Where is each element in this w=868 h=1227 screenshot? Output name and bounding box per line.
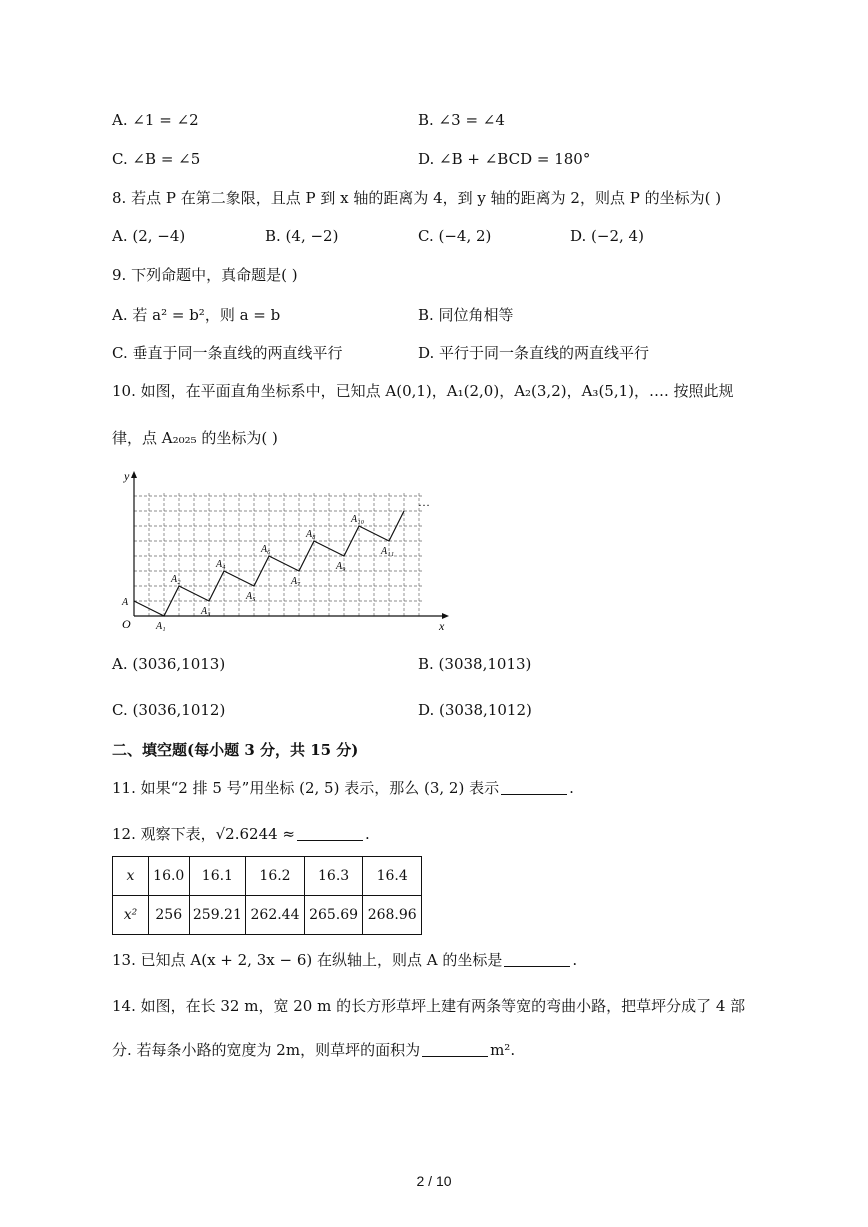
q12-period: . xyxy=(365,825,370,843)
q14-line1: 14. 如图，在长 32 m，宽 20 m 的长方形草坪上建有两条等宽的弯曲小路，把草坪分成了 4 部 xyxy=(112,997,746,1015)
q14-prompt: 分. 若每条小路的宽度为 2m，则草坪的面积为 xyxy=(112,1041,421,1059)
q9-stem: 9. 下列命题中，真命题是( ) xyxy=(112,266,298,284)
q10-option-c: C. (3036,1012) xyxy=(112,701,226,719)
point-labels xyxy=(121,514,394,632)
q12-text xyxy=(112,824,370,844)
q7-option-a: A. ∠1 = ∠2 xyxy=(112,111,199,129)
table-cell: 268.96 xyxy=(363,896,422,935)
q10-option-b: B. (3038,1013) xyxy=(418,655,532,673)
q11-period: . xyxy=(569,779,574,797)
table-row xyxy=(113,896,422,935)
q13-answer-blank[interactable] xyxy=(504,952,570,967)
q11-text xyxy=(112,778,574,798)
q8-option-a: A. (2, −4) xyxy=(112,227,186,245)
q8-option-c: C. (−4, 2) xyxy=(418,227,492,245)
table-cell: 16.4 xyxy=(363,857,422,896)
point-label: A₆ xyxy=(261,544,271,555)
y-axis-arrow xyxy=(131,471,137,478)
continuation-ellipsis: … xyxy=(418,495,430,509)
table-cell: 262.44 xyxy=(246,896,305,935)
q10-stem-line2: 律，点 A₂₀₂₅ 的坐标为( ) xyxy=(112,429,278,447)
q7-option-b: B. ∠3 = ∠4 xyxy=(418,111,505,129)
q9-option-b: B. 同位角相等 xyxy=(418,306,514,324)
table-cell: x xyxy=(113,857,149,896)
table-cell: 16.2 xyxy=(246,857,305,896)
point-label: A₁₁ xyxy=(381,546,395,557)
point-label: A₁ xyxy=(156,621,166,632)
origin-label: O xyxy=(122,617,131,631)
q9-option-c: C. 垂直于同一条直线的两直线平行 xyxy=(112,344,343,362)
squares-table xyxy=(112,856,422,935)
q8-option-b: B. (4, −2) xyxy=(265,227,339,245)
q8-stem: 8. 若点 P 在第二象限，且点 P 到 x 轴的距离为 4，到 y 轴的距离为 2，则点 P 的坐标为( ) xyxy=(112,189,722,207)
q13-text xyxy=(112,950,577,970)
point-label: A₉ xyxy=(336,561,346,572)
page-number: 2 / 10 xyxy=(416,1173,452,1189)
table-row xyxy=(113,857,422,896)
q12-prompt: 12. 观察下表，√2.6244 ≈ xyxy=(112,825,296,843)
point-label: A₄ xyxy=(216,559,226,570)
point-label: A₈ xyxy=(306,529,316,540)
q11-prompt: 11. 如果“2 排 5 号”用坐标 (2, 5) 表示，那么 (3, 2) 表示 xyxy=(112,779,500,797)
q11-answer-blank[interactable] xyxy=(501,780,567,795)
point-label: A xyxy=(122,597,129,608)
point-label: A₃ xyxy=(201,606,211,617)
q10-option-a: A. (3036,1013) xyxy=(112,655,226,673)
q14-unit: m². xyxy=(490,1041,516,1059)
q9-option-d: D. 平行于同一条直线的两直线平行 xyxy=(418,344,650,362)
section-fill-in-blank-heading: 二、填空题(每小题 3 分，共 15 分) xyxy=(112,741,359,759)
point-label: A₇ xyxy=(291,576,301,587)
q13-prompt: 13. 已知点 A(x + 2, 3x − 6) 在纵轴上，则点 A 的坐标是 xyxy=(112,951,503,969)
q14-line2 xyxy=(112,1040,515,1060)
point-label: A₁₀ xyxy=(351,514,365,525)
point-label: A₂ xyxy=(171,574,181,585)
table-cell: 259.21 xyxy=(189,896,246,935)
q14-answer-blank[interactable] xyxy=(422,1042,488,1057)
table-cell: x² xyxy=(113,896,149,935)
q8-option-d: D. (−2, 4) xyxy=(570,227,644,245)
q13-period: . xyxy=(572,951,578,969)
x-axis-label: x xyxy=(439,619,445,633)
q7-option-d: D. ∠B + ∠BCD = 180° xyxy=(418,150,591,168)
table-cell: 16.1 xyxy=(189,857,246,896)
point-label: A₅ xyxy=(246,591,256,602)
zigzag-coordinate-figure xyxy=(112,466,452,636)
table-cell: 256 xyxy=(148,896,189,935)
q12-answer-blank[interactable] xyxy=(297,826,363,841)
q9-option-a: A. 若 a² = b²，则 a = b xyxy=(112,306,281,324)
table-cell: 265.69 xyxy=(304,896,363,935)
table-cell: 16.3 xyxy=(304,857,363,896)
q10-option-d: D. (3038,1012) xyxy=(418,701,532,719)
q7-option-c: C. ∠B = ∠5 xyxy=(112,150,201,168)
q10-stem-line1: 10. 如图，在平面直角坐标系中，已知点 A(0,1)，A₁(2,0)，A₂(3,2)，A₃(5,1)，…. 按照此规 xyxy=(112,382,734,400)
y-axis-label: y xyxy=(124,469,130,483)
table-cell: 16.0 xyxy=(148,857,189,896)
